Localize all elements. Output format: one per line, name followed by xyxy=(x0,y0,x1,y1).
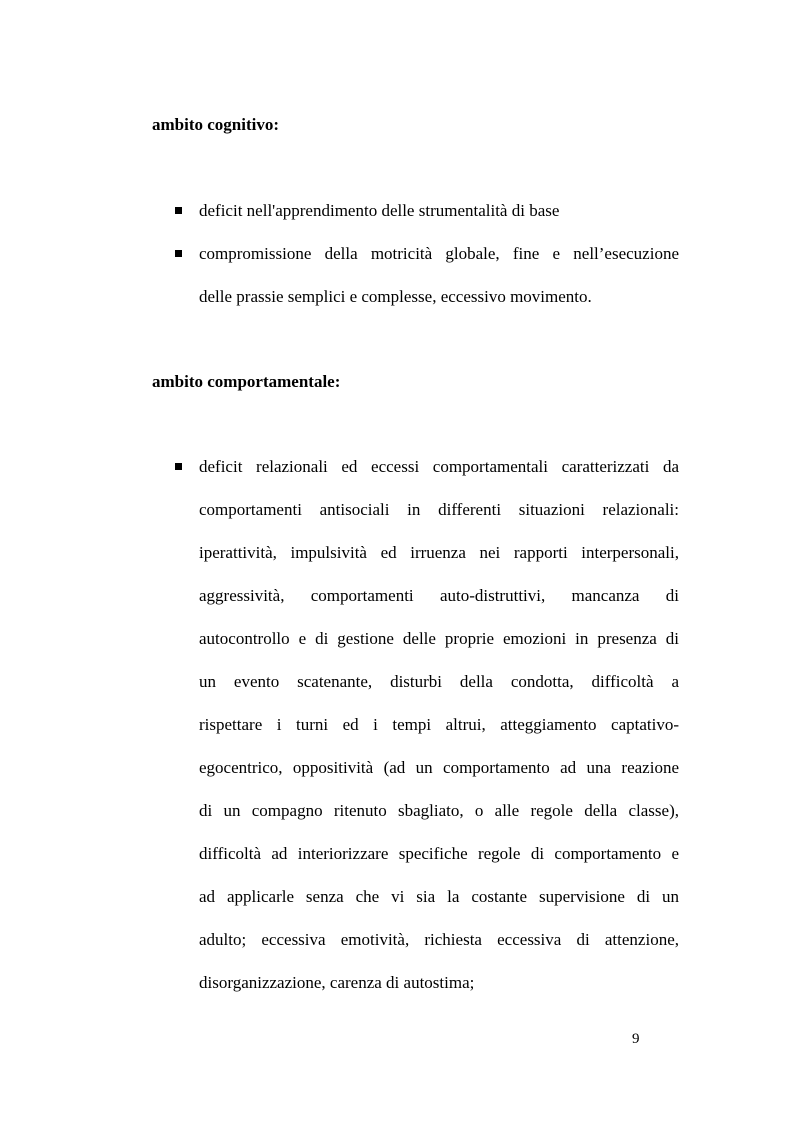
section-heading-cognitive: ambito cognitivo: xyxy=(152,115,280,134)
bullet-square-icon xyxy=(175,250,182,257)
bullet-square-icon xyxy=(175,463,182,470)
list-item-line: aggressività, comportamenti auto-distruttivi, mancanza di xyxy=(199,586,679,605)
list-item-line: difficoltà ad interiorizzare specifiche regole di comportamento e xyxy=(199,844,679,863)
list-item-line: rispettare i turni ed i tempi altrui, atteggiamento captativo- xyxy=(199,715,679,734)
list-item-line: deficit nell'apprendimento delle strumentalità di base xyxy=(199,201,560,220)
list-item-line: disorganizzazione, carenza di autostima; xyxy=(199,973,475,992)
list-item-line: delle prassie semplici e complesse, eccessivo movimento. xyxy=(199,287,592,306)
list-item-line: autocontrollo e di gestione delle proprie emozioni in presenza di xyxy=(199,629,679,648)
list-item-line: adulto; eccessiva emotività, richiesta eccessiva di attenzione, xyxy=(199,930,679,949)
page-number: 9 xyxy=(632,1031,640,1047)
list-item-line: ad applicarle senza che vi sia la costante supervisione di un xyxy=(199,887,679,906)
list-item-line: compromissione della motricità globale, fine e nell’esecuzione xyxy=(199,244,679,263)
section-heading-behavioral: ambito comportamentale: xyxy=(152,372,341,391)
bullet-square-icon xyxy=(175,207,182,214)
list-item-line: un evento scatenante, disturbi della condotta, difficoltà a xyxy=(199,672,679,691)
list-item-line: iperattività, impulsività ed irruenza nei rapporti interpersonali, xyxy=(199,543,679,562)
list-item-line: di un compagno ritenuto sbagliato, o alle regole della classe), xyxy=(199,801,679,820)
list-item-line: deficit relazionali ed eccessi comportamentali caratterizzati da xyxy=(199,457,679,476)
list-item-line: comportamenti antisociali in differenti situazioni relazionali: xyxy=(199,500,679,519)
list-item-line: egocentrico, oppositività (ad un comportamento ad una reazione xyxy=(199,758,679,777)
